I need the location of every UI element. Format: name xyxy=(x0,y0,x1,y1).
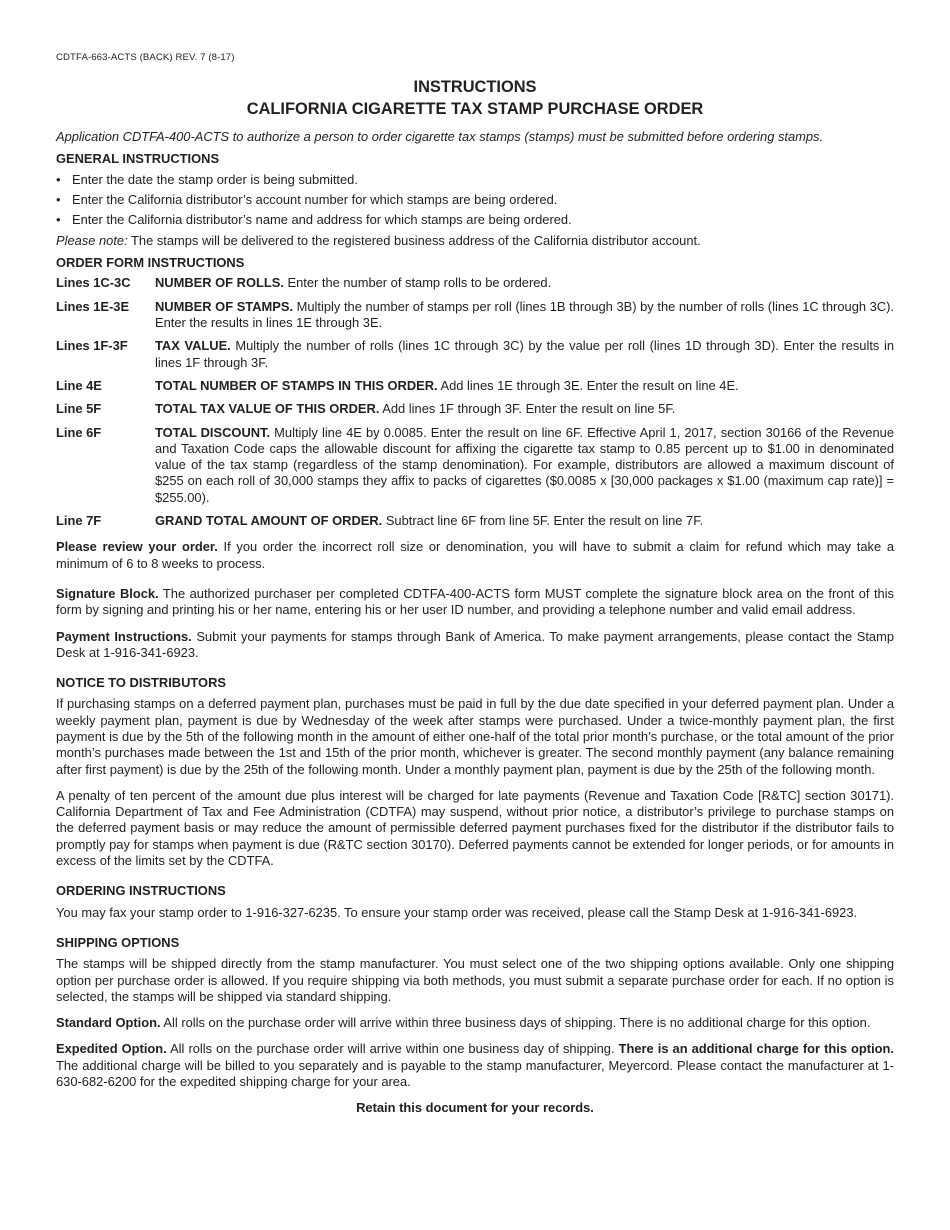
line-body: Enter the number of stamp rolls to be ordered. xyxy=(283,275,552,291)
line-body: Multiply the number of rolls (lines 1C through 3C) by the value per roll (lines 1D through 3D). Enter the results in lines 1F through 3F. xyxy=(155,338,895,370)
page-subtitle: CALIFORNIA CIGARETTE TAX STAMP PURCHASE ORDER xyxy=(246,100,704,118)
standard-lead: Standard Option. xyxy=(56,1015,161,1031)
line-title: TOTAL DISCOUNT. xyxy=(155,424,271,440)
expedited-text-1: All rolls on the purchase order will arrive within one business day of shipping. xyxy=(166,1041,619,1057)
line-title: GRAND TOTAL AMOUNT OF ORDER. xyxy=(155,513,383,529)
please-note xyxy=(56,233,894,249)
line-body: Multiply the number of stamps per roll (lines 1B through 3B) by the number of rolls (lines 1C through 3C). Enter the results in lines 1E through 3E. xyxy=(155,298,894,331)
line-label: Lines 1C-3C xyxy=(56,275,131,291)
bullet-icon: • xyxy=(56,191,61,207)
line-label: Line 5F xyxy=(56,401,102,417)
payment-lead: Payment Instructions. xyxy=(56,628,192,644)
line-label: Lines 1F-3F xyxy=(56,338,128,354)
line-row xyxy=(56,401,894,417)
line-row xyxy=(56,378,894,394)
bullet-text: Enter the California distributor’s name and address for which stamps are being ordered. xyxy=(72,211,572,227)
line-row xyxy=(56,299,894,332)
expedited-option xyxy=(56,1041,894,1090)
line-body: Multiply line 4E by 0.0085. Enter the result on line 6F. Effective April 1, 2017, section 30166 of the Revenue and Taxation Code caps the allowable discount for affixing the cigarette tax stamp to 0.85 percent up to $1.00 in denominated value of the tax stamp (regardless of the stamp denomination). For example, distributors are allowed a maximum discount of $255 on each roll of 30,000 stamps they affix to packs of cigarettes ($0.0085 x [30,000 packages x $1.00 (maximum cap rate)] = $255.00). xyxy=(155,424,894,505)
bullet-text: Enter the date the stamp order is being submitted. xyxy=(72,171,358,187)
note-label: Please note: xyxy=(56,232,128,248)
standard-text: All rolls on the purchase order will arrive within three business days of shipping. There is no additional charge for this option. xyxy=(160,1015,871,1031)
line-text xyxy=(155,378,894,394)
review-text: If you order the incorrect roll size or denomination, you will have to submit a claim for refund which may take a minimum of 6 to 8 weeks to process. xyxy=(56,539,894,571)
line-title: TAX VALUE. xyxy=(155,338,231,354)
expedited-lead: Expedited Option. xyxy=(56,1041,167,1057)
line-label: Line 6F xyxy=(56,424,102,440)
ordering-text: You may fax your stamp order to 1-916-327-6235. To ensure your stamp order was received, please call the Stamp Desk at 1-916-341-6923. xyxy=(56,904,858,920)
line-row xyxy=(56,275,894,291)
line-title: TOTAL TAX VALUE OF THIS ORDER. xyxy=(155,401,380,417)
line-text xyxy=(155,401,894,417)
line-text xyxy=(155,425,894,506)
expedited-charge-note: There is an additional charge for this option. xyxy=(618,1041,894,1057)
line-label: Line 7F xyxy=(56,513,102,529)
payment-paragraph xyxy=(56,629,894,662)
bullet-text: Enter the California distributor’s account number for which stamps are being ordered. xyxy=(72,191,558,207)
line-row xyxy=(56,425,894,506)
notice-paragraph-2: A penalty of ten percent of the amount due plus interest will be charged for late payments (Revenue and Taxation Code [R&TC] section 30171). California Department of Tax and Fee Administration (CDTFA) may suspend, without prior notice, a distributor’s privilege to purchase stamps on the deferred payment basis or may reduce the amount of permissible deferred payment purchases fixed for the distributor if the distributor fails to promptly pay for stamps when payment is due (R&TC section 30170). Deferred payments cannot be extended for longer periods, or for amounts in excess of the limits set by the CDTFA. xyxy=(56,787,894,869)
general-bullets xyxy=(56,172,894,228)
list-item xyxy=(56,192,894,208)
shipping-text: The stamps will be shipped directly from the stamp manufacturer. You must select one of the two shipping options available. Only one shipping option per purchase order is allowed. If you require shipping via both methods, you must submit a separate purchase order for each. If no option is selected, the stamps will be shipped via standard shipping. xyxy=(56,956,894,1004)
shipping-heading: SHIPPING OPTIONS xyxy=(56,934,180,950)
order-form-heading: ORDER FORM INSTRUCTIONS xyxy=(56,255,245,271)
order-lines xyxy=(56,275,894,529)
line-row xyxy=(56,513,894,529)
line-title: TOTAL NUMBER OF STAMPS IN THIS ORDER. xyxy=(155,377,438,393)
list-item xyxy=(56,212,894,228)
line-title: NUMBER OF STAMPS. xyxy=(155,298,294,314)
line-body: Add lines 1E through 3E. Enter the result on line 4E. xyxy=(437,377,739,393)
line-title: NUMBER OF ROLLS. xyxy=(155,275,284,291)
list-item xyxy=(56,172,894,188)
payment-text: Submit your payments for stamps through Bank of America. To make payment arrangements, please contact the Stamp Desk at 1-916-341-6923. xyxy=(56,628,894,660)
line-text xyxy=(155,338,894,371)
note-text: The stamps will be delivered to the registered business address of the California distributor account. xyxy=(127,232,701,248)
review-paragraph xyxy=(56,539,894,572)
review-lead: Please review your order. xyxy=(56,539,218,555)
bullet-icon: • xyxy=(56,211,61,227)
signature-lead: Signature Block. xyxy=(56,585,159,601)
expedited-text-2: The additional charge will be billed to you separately and is payable to the stamp manufacturer, Meyercord. Please contact the manufacturer at 1-630-682-6200 for the expedited shipping charge for your area. xyxy=(56,1057,894,1090)
line-label: Line 4E xyxy=(56,377,102,393)
signature-text: The authorized purchaser per completed CDTFA-400-ACTS form MUST complete the signature block area on the front of this form by signing and printing his or her name, entering his or her user ID number, and providing a telephone number and valid email address. xyxy=(56,585,895,618)
general-heading: GENERAL INSTRUCTIONS xyxy=(56,151,220,167)
signature-paragraph xyxy=(56,586,894,619)
notice-heading: NOTICE TO DISTRIBUTORS xyxy=(56,675,226,691)
form-id: CDTFA-663-ACTS (BACK) REV. 7 (8-17) xyxy=(56,52,235,63)
bullet-icon: • xyxy=(56,171,61,187)
line-text xyxy=(155,275,894,291)
line-row xyxy=(56,338,894,371)
retain-note: Retain this document for your records. xyxy=(356,1100,594,1116)
ordering-heading: ORDERING INSTRUCTIONS xyxy=(56,883,226,899)
line-label: Lines 1E-3E xyxy=(56,298,130,314)
standard-option xyxy=(56,1015,894,1031)
line-text xyxy=(155,513,894,529)
page-title: INSTRUCTIONS xyxy=(413,78,537,96)
line-body: Subtract line 6F from line 5F. Enter the result on line 7F. xyxy=(382,513,704,529)
line-body: Add lines 1F through 3F. Enter the result on line 5F. xyxy=(379,401,676,417)
line-text xyxy=(155,299,894,332)
intro-text: Application CDTFA-400-ACTS to authorize a person to order cigarette tax stamps (stamps) must be submitted before ordering stamps. xyxy=(56,129,824,144)
instructions-page xyxy=(56,52,894,1117)
notice-paragraph-1: If purchasing stamps on a deferred payment plan, purchases must be paid in full by the due date specified in your deferred payment plan. Under a weekly payment plan, payment is due by Wednesday of the week after stamps were purchased. Under a twice-monthly payment plan, the first payment is due by the 5th of the following month in the amount of either one-half of the total prior month’s purchase, or the total amount of the prior month’s purchases made between the 1st and 15th of the prior month, whichever is greater. The second monthly payment (any balance remaining after first payment) is due by the 25th of the following month. Under a monthly payment plan, payment is due by the 25th of the following month. xyxy=(56,696,894,777)
